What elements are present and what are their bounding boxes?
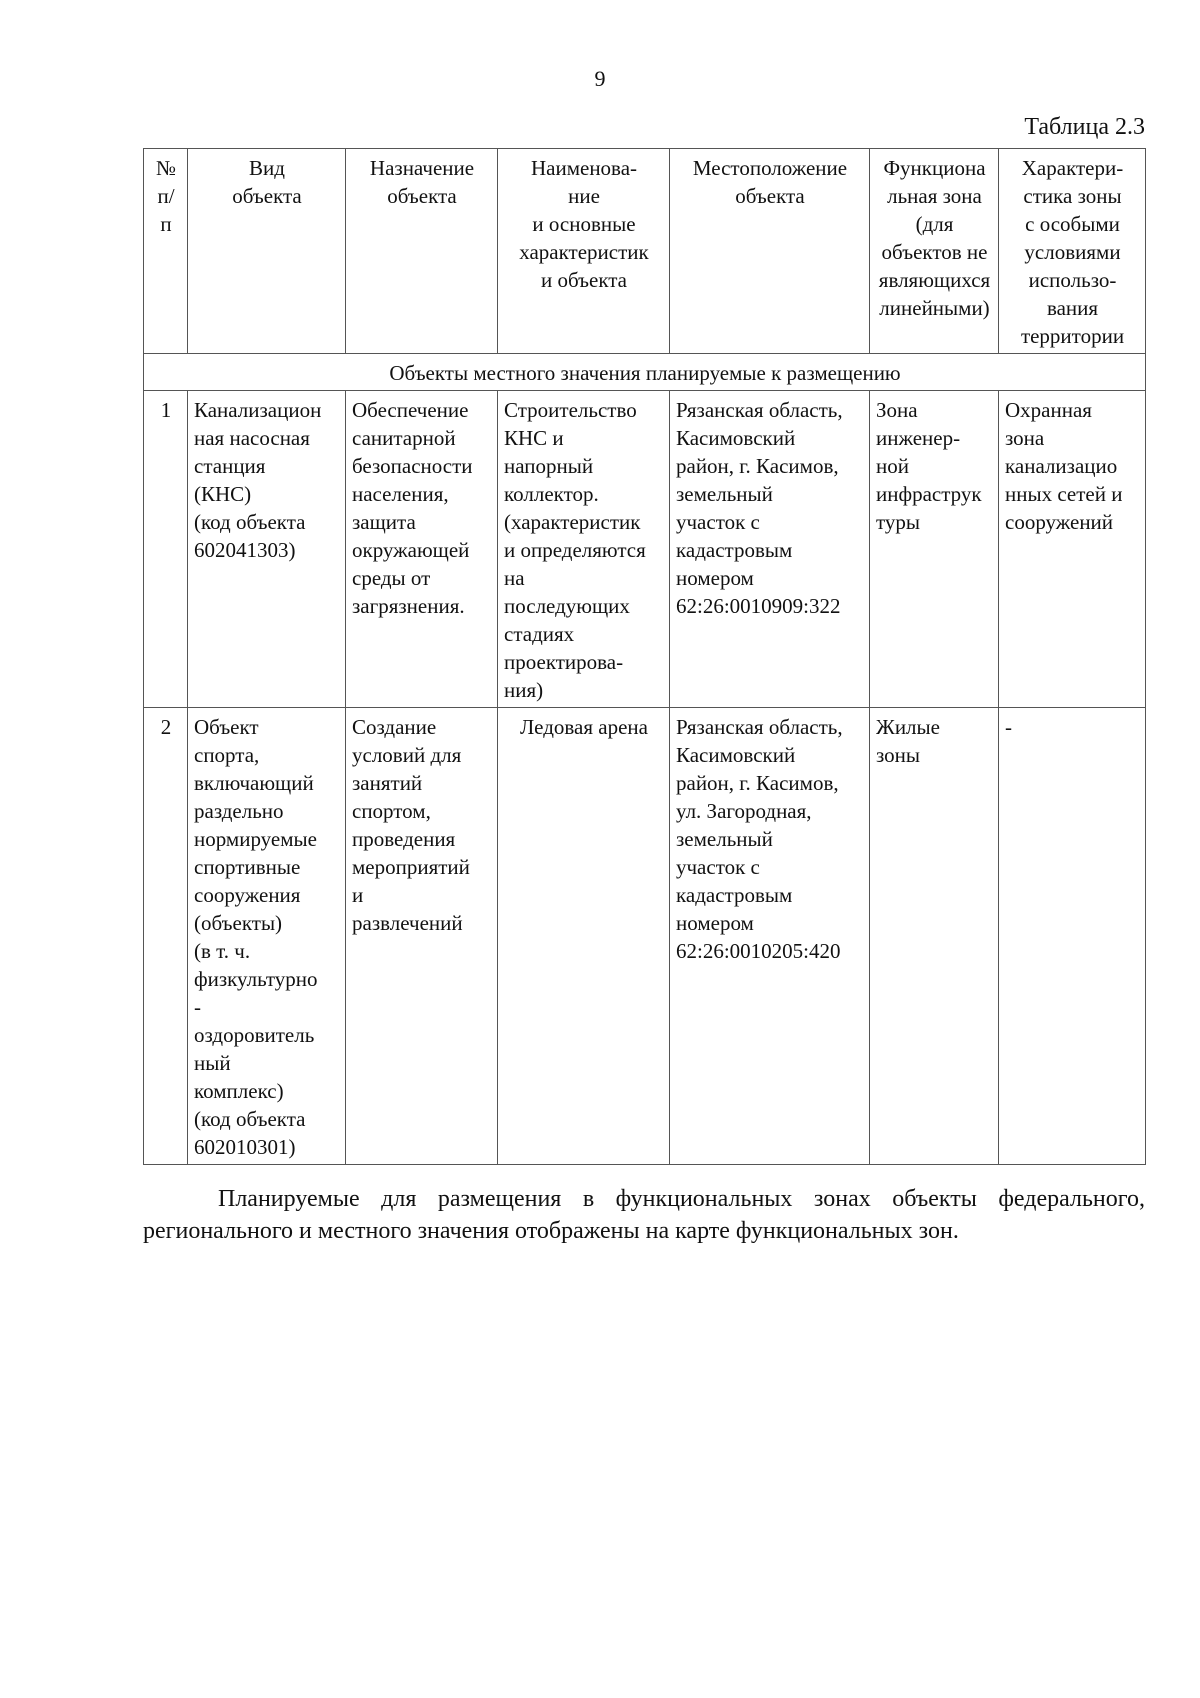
table-caption: Таблица 2.3: [1024, 114, 1145, 140]
row-object-name: Строительство КНС и напорный коллектор. (характеристик и определяются на последующих стадиях проектирова- ния): [498, 391, 670, 708]
body-paragraph: Планируемые для размещения в функциональных зонах объекты федерального, регионального и местного значения отображены на карте функциональных зон.: [143, 1186, 1145, 1244]
row-object-purpose: Создание условий для занятий спортом, проведения мероприятий и развлечений: [346, 708, 498, 1165]
row-object-location: Рязанская область, Касимовский район, г. Касимов, земельный участок с кадастровым номером 62:26:0010909:322: [670, 391, 870, 708]
row-object-purpose: Обеспечение санитарной безопасности населения, защита окружающей среды от загрязнения.: [346, 391, 498, 708]
row-object-name: Ледовая арена: [498, 708, 670, 1165]
row-functional-zone: Зона инженер- ной инфраструк туры: [870, 391, 999, 708]
row-num: 2: [144, 708, 188, 1165]
header-num: № п/ п: [144, 149, 188, 354]
row-special-zone: Охранная зона канализацио нных сетей и сооружений: [999, 391, 1146, 708]
header-special-zone: Характери- стика зоны с особыми условиями использо- вания территории: [999, 149, 1146, 354]
row-special-zone: -: [999, 708, 1146, 1165]
header-object-location: Местоположение объекта: [670, 149, 870, 354]
section-row: [144, 354, 1146, 391]
objects-table: [143, 148, 1146, 1165]
header-object-name: Наименова- ние и основные характеристик и объекта: [498, 149, 670, 354]
page-number: 9: [594, 66, 606, 91]
table-header-row: [144, 149, 1146, 354]
header-object-purpose: Назначение объекта: [346, 149, 498, 354]
table-row: [144, 708, 1146, 1165]
row-object-location: Рязанская область, Касимовский район, г. Касимов, ул. Загородная, земельный участок с кадастровым номером 62:26:0010205:420: [670, 708, 870, 1165]
header-object-type: Вид объекта: [188, 149, 346, 354]
row-functional-zone: Жилые зоны: [870, 708, 999, 1165]
section-title: Объекты местного значения планируемые к размещению: [144, 354, 1146, 391]
row-object-type: Объект спорта, включающий раздельно нормируемые спортивные сооружения (объекты) (в т. ч. физкультурно - оздоровитель ный комплекс) (код объекта 602010301): [188, 708, 346, 1165]
table-row: [144, 391, 1146, 708]
row-num: 1: [144, 391, 188, 708]
header-functional-zone: Функциона льная зона (для объектов не являющихся линейными): [870, 149, 999, 354]
row-object-type: Канализацион ная насосная станция (КНС) (код объекта 602041303): [188, 391, 346, 708]
